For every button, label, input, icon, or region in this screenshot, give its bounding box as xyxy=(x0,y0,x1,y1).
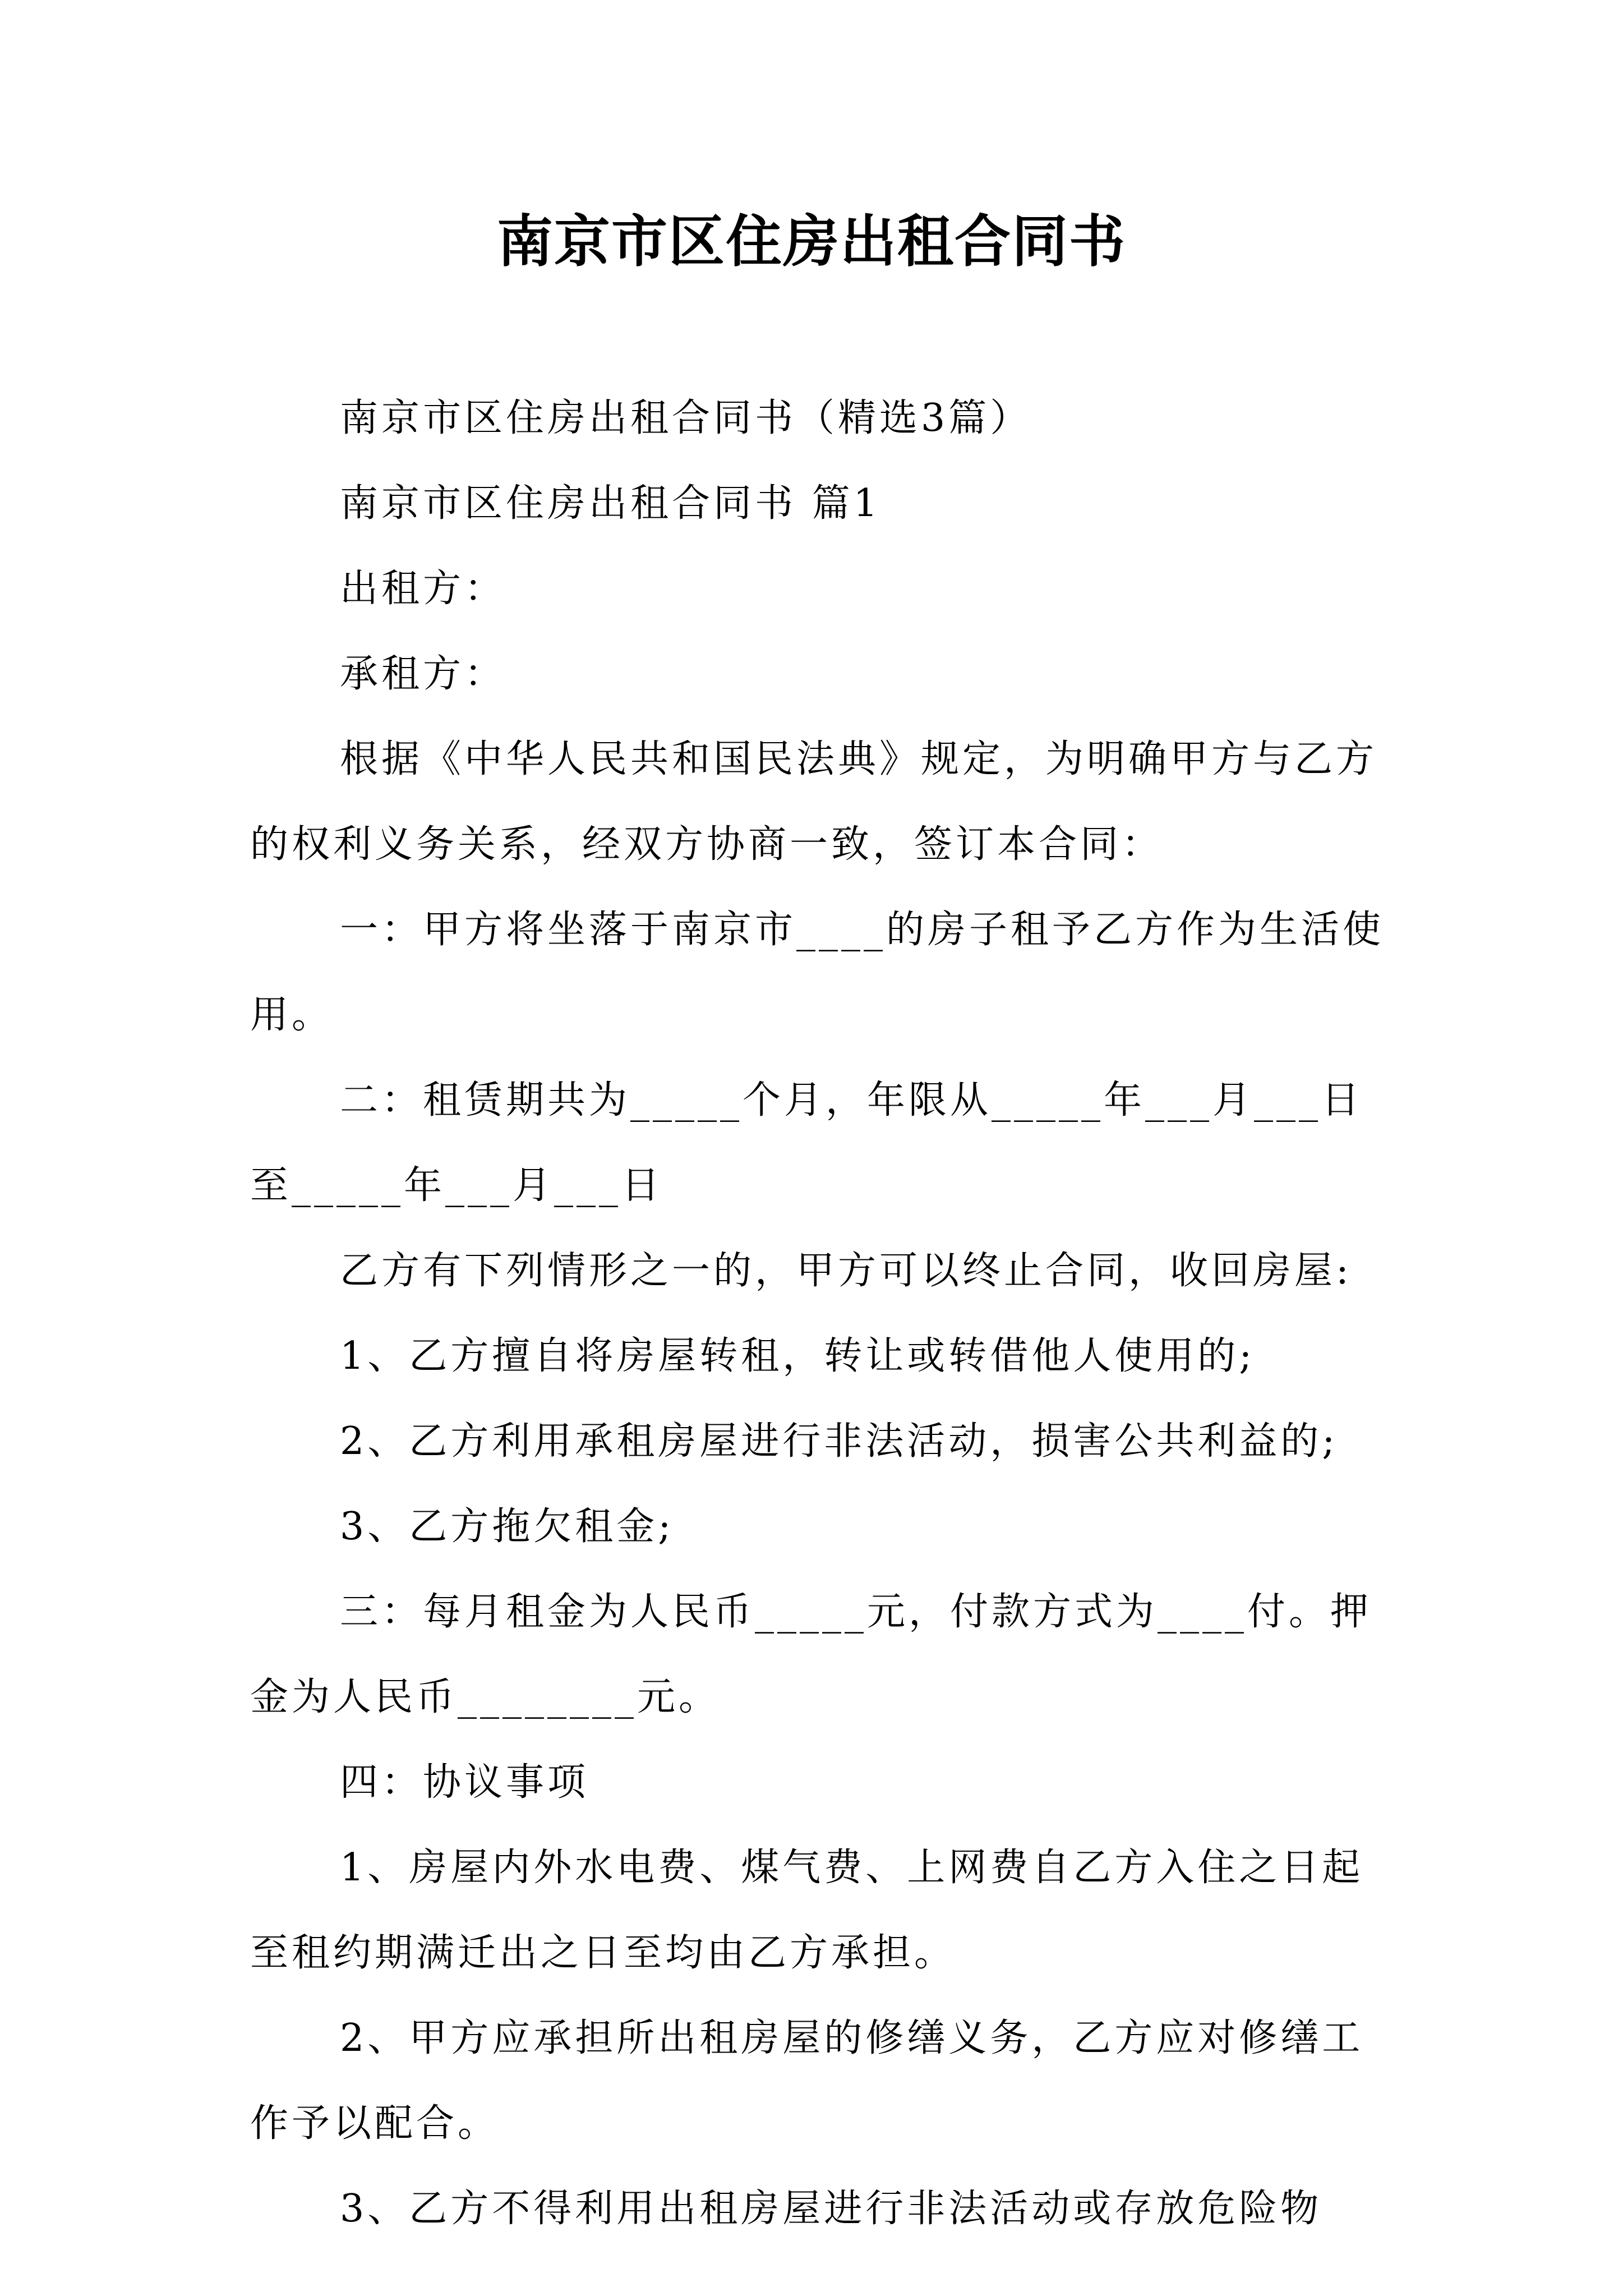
document-body xyxy=(250,376,1394,2252)
paragraph-clause-2: 二：租赁期共为_____个月，年限从_____年___月___日至_____年___月___日 xyxy=(250,1078,1363,1208)
paragraph-termination-item-1: 1、乙方擅自将房屋转租，转让或转借他人使用的; xyxy=(340,1334,1256,1378)
paragraph-section-heading: 南京市区住房出租合同书 篇1 xyxy=(340,481,881,526)
paragraph-clause-4: 四：协议事项 xyxy=(340,1760,589,1805)
paragraph-termination-item-2: 2、乙方利用承租房屋进行非法活动，损害公共利益的; xyxy=(340,1419,1339,1464)
document-title: 南京市区住房出租合同书 xyxy=(497,208,1126,274)
paragraph-agreement-item-2: 2、甲方应承担所出租房屋的修缮义务，乙方应对修缮工作予以配合。 xyxy=(250,2016,1364,2146)
paragraph-preamble: 根据《中华人民共和国民法典》规定，为明确甲方与乙方的权利义务关系，经双方协商一致，签订本合同： xyxy=(250,737,1378,867)
paragraph-termination-item-3: 3、乙方拖欠租金; xyxy=(340,1504,675,1549)
paragraph-lessee: 承租方： xyxy=(340,652,506,696)
paragraph-lessor: 出租方： xyxy=(340,567,506,611)
paragraph-termination: 乙方有下列情形之一的，甲方可以终止合同，收回房屋: xyxy=(340,1249,1352,1293)
paragraph-agreement-item-3: 3、乙方不得利用出租房屋进行非法活动或存放危险物 xyxy=(340,2187,1322,2231)
paragraph-clause-1: 一：甲方将坐落于南京市____的房子租予乙方作为生活使用。 xyxy=(250,908,1385,1037)
paragraph-agreement-item-1: 1、房屋内外水电费、煤气费、上网费自乙方入住之日起至租约期满迁出之日至均由乙方承担。 xyxy=(250,1846,1364,1975)
paragraph-subtitle: 南京市区住房出租合同书（精选3篇） xyxy=(340,396,1032,440)
paragraph-clause-3: 三：每月租金为人民币_____元，付款方式为____付。押金为人民币________元。 xyxy=(250,1590,1372,1719)
